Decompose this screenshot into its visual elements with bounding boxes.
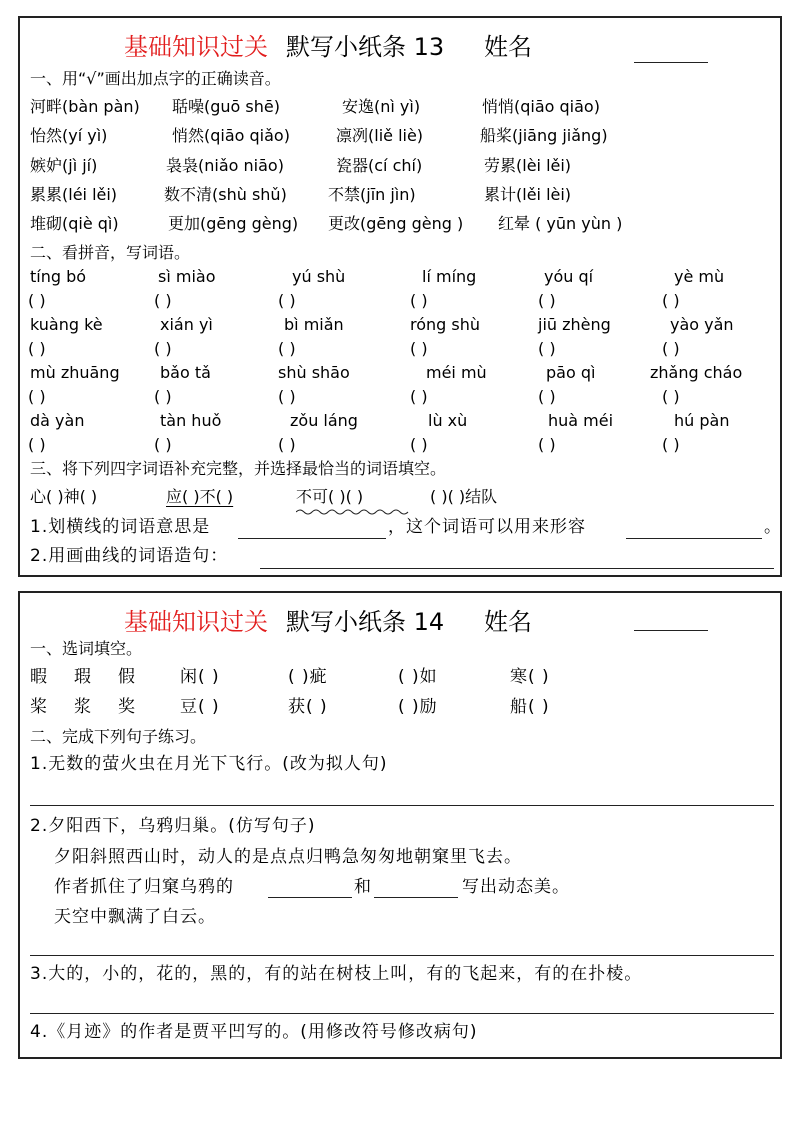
exercise-sentence: 2.夕阳西下，乌鸦归巢。(仿写句子): [30, 816, 316, 836]
answer-bracket[interactable]: ( ): [410, 291, 428, 310]
fill-prompt: 。: [764, 517, 782, 537]
answer-bracket[interactable]: ( ): [28, 387, 46, 406]
char-option: 奖: [118, 697, 136, 717]
pinyin-prompt: kuàng kè: [30, 315, 103, 334]
dictation-card-13: [18, 16, 782, 577]
idiom-blank[interactable]: 心( )神( ): [30, 487, 98, 506]
pinyin-prompt: lí míng: [422, 267, 477, 286]
pinyin-prompt: bǎo tǎ: [160, 363, 211, 382]
pinyin-choice[interactable]: 瓷器(cí chí): [336, 156, 423, 175]
pinyin-choice[interactable]: 更加(gēng gèng): [168, 214, 299, 233]
exercise-sentence: 4.《月迹》的作者是贾平凹写的。(用修改符号修改病句): [30, 1022, 478, 1042]
pinyin-choice[interactable]: 聒噪(guō shē): [172, 97, 280, 116]
answer-blank[interactable]: [238, 538, 386, 539]
pinyin-choice[interactable]: 堆砌(qiè qì): [30, 214, 119, 233]
char-option: 浆: [74, 697, 92, 717]
fill-item[interactable]: 寒( ): [510, 667, 550, 687]
answer-bracket[interactable]: ( ): [538, 435, 556, 454]
section-heading: 二、完成下列句子练习。: [30, 727, 207, 746]
pinyin-choice[interactable]: 安逸(nì yì): [342, 97, 421, 116]
pinyin-prompt: méi mù: [426, 363, 487, 382]
pinyin-choice[interactable]: 怡然(yí yì): [30, 126, 108, 145]
fill-item[interactable]: ( )如: [398, 667, 438, 687]
pinyin-choice[interactable]: 不禁(jīn jìn): [328, 185, 416, 204]
section-heading: 一、用“√”画出加点字的正确读音。: [30, 69, 281, 88]
fill-prompt: 写出动态美。: [462, 877, 570, 897]
title-red: 基础知识过关: [124, 33, 268, 61]
pinyin-prompt: yóu qí: [544, 267, 594, 286]
pinyin-choice[interactable]: 悄然(qiāo qiǎo): [172, 126, 290, 145]
pinyin-choice[interactable]: 悄悄(qiāo qiāo): [482, 97, 600, 116]
pinyin-prompt: huà méi: [548, 411, 614, 430]
pinyin-choice[interactable]: 累累(léi lěi): [30, 185, 118, 204]
answer-bracket[interactable]: ( ): [278, 387, 296, 406]
answer-bracket[interactable]: ( ): [662, 387, 680, 406]
dictation-card-14: [18, 591, 782, 1059]
char-option: 暇: [30, 667, 48, 687]
sample-sentence: 夕阳斜照西山时，动人的是点点归鸭急匆匆地朝窠里飞去。: [54, 847, 522, 867]
answer-bracket[interactable]: ( ): [278, 435, 296, 454]
pinyin-choice[interactable]: 嫉妒(jì jí): [30, 156, 98, 175]
answer-blank[interactable]: [374, 897, 458, 898]
title-black: 默写小纸条 13: [286, 33, 445, 61]
answer-bracket[interactable]: ( ): [538, 387, 556, 406]
pinyin-prompt: mù zhuāng: [30, 363, 120, 382]
fill-prompt: 作者抓住了归窠乌鸦的: [54, 877, 234, 897]
title-black: 默写小纸条 14: [286, 608, 445, 636]
answer-line[interactable]: [30, 1013, 774, 1014]
fill-item[interactable]: 豆( ): [180, 697, 220, 717]
exercise-sentence: 3.大的，小的，花的，黑的，有的站在树枝上叫，有的飞起来，有的在扑棱。: [30, 964, 643, 984]
answer-bracket[interactable]: ( ): [278, 291, 296, 310]
char-option: 假: [118, 667, 136, 687]
pinyin-choice[interactable]: 红晕 ( yūn yùn ): [498, 214, 623, 233]
idiom-blank-wavy[interactable]: 不可( )( ): [296, 487, 364, 506]
pinyin-choice[interactable]: 船桨(jiāng jiǎng): [480, 126, 608, 145]
name-field[interactable]: [634, 630, 708, 631]
fill-prompt: 1.划横线的词语意思是: [30, 517, 211, 537]
answer-bracket[interactable]: ( ): [538, 291, 556, 310]
pinyin-prompt: tàn huǒ: [160, 411, 222, 430]
pinyin-choice[interactable]: 数不清(shù shǔ): [164, 185, 287, 204]
section-heading: 二、看拼音，写词语。: [30, 243, 191, 262]
name-label: 姓名: [484, 608, 532, 636]
answer-bracket[interactable]: ( ): [154, 435, 172, 454]
pinyin-choice[interactable]: 河畔(bàn pàn): [30, 97, 140, 116]
pinyin-choice[interactable]: 凛冽(liě liè): [336, 126, 424, 145]
answer-bracket[interactable]: ( ): [410, 435, 428, 454]
answer-bracket[interactable]: ( ): [410, 387, 428, 406]
answer-bracket[interactable]: ( ): [278, 339, 296, 358]
answer-bracket[interactable]: ( ): [662, 435, 680, 454]
name-field[interactable]: [634, 62, 708, 63]
answer-line[interactable]: [260, 568, 774, 569]
pinyin-choice[interactable]: 劳累(lèi lěi): [484, 156, 572, 175]
pinyin-prompt: róng shù: [410, 315, 481, 334]
answer-bracket[interactable]: ( ): [154, 291, 172, 310]
fill-item[interactable]: ( )疵: [288, 667, 328, 687]
fill-item[interactable]: 获( ): [288, 697, 328, 717]
answer-bracket[interactable]: ( ): [28, 339, 46, 358]
exercise-sentence: 1.无数的萤火虫在月光下飞行。(改为拟人句): [30, 754, 388, 774]
char-option: 瑕: [74, 667, 92, 687]
pinyin-prompt: shù shāo: [278, 363, 350, 382]
pinyin-choice[interactable]: 更改(gēng gèng ): [328, 214, 464, 233]
answer-bracket[interactable]: ( ): [154, 339, 172, 358]
char-option: 桨: [30, 697, 48, 717]
pinyin-choice[interactable]: 累计(lěi lèi): [484, 185, 572, 204]
answer-bracket[interactable]: ( ): [662, 291, 680, 310]
section-heading: 三、将下列四字词语补充完整，并选择最恰当的词语填空。: [30, 459, 447, 478]
answer-bracket[interactable]: ( ): [154, 387, 172, 406]
answer-bracket[interactable]: ( ): [538, 339, 556, 358]
answer-bracket[interactable]: ( ): [28, 435, 46, 454]
pinyin-prompt: zhǎng cháo: [650, 363, 743, 382]
idiom-blank-underlined[interactable]: 应( )不( ): [166, 487, 234, 506]
pinyin-prompt: sì miào: [158, 267, 216, 286]
pinyin-choice[interactable]: 袅袅(niǎo niāo): [166, 156, 284, 175]
title-red: 基础知识过关: [124, 608, 268, 636]
fill-item[interactable]: ( )励: [398, 697, 438, 717]
pinyin-prompt: zǒu láng: [290, 411, 358, 430]
pinyin-prompt: yào yǎn: [670, 315, 734, 334]
fill-item[interactable]: 闲( ): [180, 667, 220, 687]
answer-line[interactable]: [30, 955, 774, 956]
answer-bracket[interactable]: ( ): [28, 291, 46, 310]
answer-bracket[interactable]: ( ): [662, 339, 680, 358]
fill-item[interactable]: 船( ): [510, 697, 550, 717]
pinyin-prompt: tíng bó: [30, 267, 87, 286]
pinyin-prompt: dà yàn: [30, 411, 85, 430]
answer-blank[interactable]: [268, 897, 352, 898]
wavy-underline: [296, 508, 412, 516]
pinyin-prompt: yú shù: [292, 267, 346, 286]
fill-prompt: 2.用画曲线的词语造句：: [30, 546, 229, 566]
answer-blank[interactable]: [626, 538, 762, 539]
pinyin-prompt: yè mù: [674, 267, 725, 286]
name-label: 姓名: [484, 33, 532, 61]
answer-line[interactable]: [30, 805, 774, 806]
pinyin-prompt: xián yì: [160, 315, 213, 334]
pinyin-prompt: lù xù: [428, 411, 468, 430]
pinyin-prompt: jiū zhèng: [538, 315, 611, 334]
idiom-blank[interactable]: ( )( )结队: [430, 487, 498, 506]
answer-bracket[interactable]: ( ): [410, 339, 428, 358]
pinyin-prompt: bì miǎn: [284, 315, 344, 334]
section-heading: 一、选词填空。: [30, 639, 143, 658]
pinyin-prompt: hú pàn: [674, 411, 730, 430]
fill-prompt: ，这个词语可以用来形容: [388, 517, 586, 537]
pinyin-prompt: pāo qì: [546, 363, 596, 382]
fill-prompt: 和: [354, 877, 372, 897]
sample-sentence: 天空中飘满了白云。: [54, 907, 216, 927]
